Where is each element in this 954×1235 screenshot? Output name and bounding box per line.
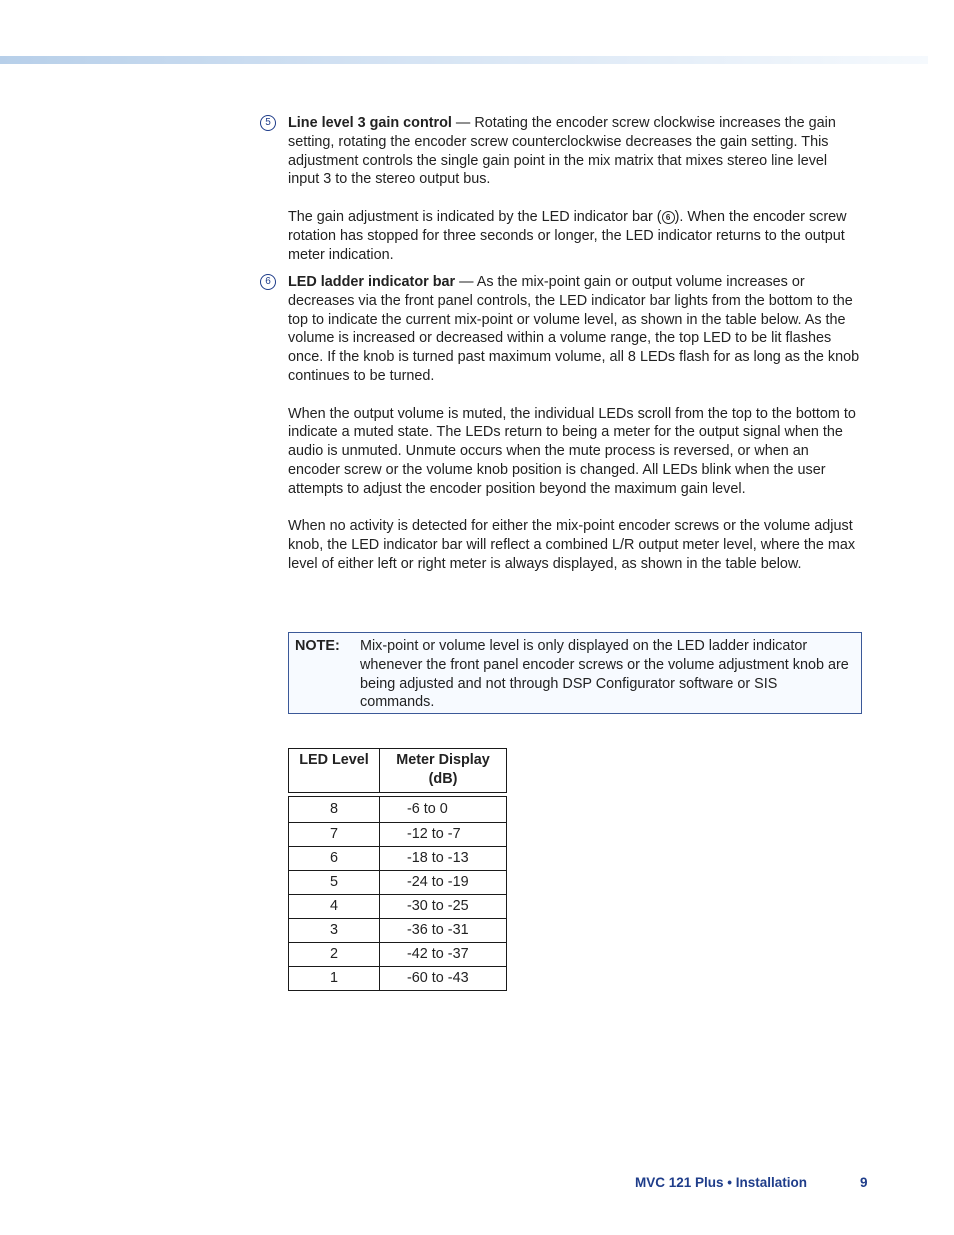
note-text: Mix-point or volume level is only displayed on the LED ladder indicator whenever the front panel encoder screws or the volume adjustment knob are being adjusted and not through DSP Configurator software or SIS commands. [360, 638, 849, 711]
table-row: 8 -6 to 0 [289, 796, 507, 822]
item-line-level-3-gain [265, 114, 862, 264]
table-row: 7 -12 to -7 [289, 822, 507, 846]
item6-paragraph-1 [288, 273, 862, 386]
note-label: NOTE: [295, 638, 340, 654]
table-row: 2 -42 to -37 [289, 942, 507, 966]
table-row: 5 -24 to -19 [289, 870, 507, 894]
table-row: 3 -36 to -31 [289, 918, 507, 942]
item6-text: — As the mix-point gain or output volume increases or decreases via the front panel controls, the LED indicator bar lights from the bottom to the top to indicate the current mix-point or volume level, as shown in the table below. As the volume is increased or decreased within a volume range, the top LED to be lit flashes once. If the knob is turned past maximum volume, all 8 LEDs flash for as long as the knob continues to be turned. [288, 274, 860, 384]
table-row: 6 -18 to -13 [289, 846, 507, 870]
item5-text: — Rotating the encoder screw clockwise increases the gain setting, rotating the encoder screw counterclockwise decreases the gain setting. This adjustment controls the single gain point in the mix matrix that mixes stereo line level input 3 to the stereo output bus. [288, 115, 836, 188]
footer-title: MVC 121 Plus • Installation [635, 1175, 808, 1190]
page-number: 9 [860, 1175, 868, 1190]
item5-title: Line level 3 gain control [288, 115, 452, 131]
item6-paragraph-2: When the output volume is muted, the individual LEDs scroll from the top to the bottom to indicate a muted state. The LEDs return to being a meter for the output signal when the audio is unmuted. Unmute occurs when the mute process is reversed, or when an encoder screw or the volume knob position is changed. All LEDs blink when the user attempts to adjust the encoder position beyond the maximum gain level. [288, 405, 856, 497]
callout-ref-6-icon: 6 [662, 211, 675, 224]
callout-number-6: 6 [260, 274, 276, 290]
item-led-ladder-indicator [265, 273, 862, 574]
header-gradient-bar [0, 56, 928, 64]
item5-paragraph-1 [288, 114, 862, 189]
item6-paragraph-3: When no activity is detected for either the mix-point encoder screws or the volume adjust knob, the LED indicator bar will reflect a combined L/R output meter level, where the max level of either left or right meter is always displayed, as shown in the table below. [288, 518, 856, 572]
table-header-row [289, 749, 507, 793]
led-level-table [288, 748, 507, 991]
header-meter-display: Meter Display (dB) [380, 749, 507, 793]
table-row: 1 -60 to -43 [289, 966, 507, 990]
callout-number-5: 5 [260, 115, 276, 131]
item5-paragraph-2: The gain adjustment is indicated by the LED indicator bar ( 6 ). When the encoder screw rotation has stopped for three seconds or longer, the LED indicator returns to the output meter indication. [288, 208, 847, 263]
table-row: 4 -30 to -25 [289, 894, 507, 918]
header-led-level: LED Level [289, 749, 380, 793]
note-box [288, 632, 862, 714]
item6-title: LED ladder indicator bar [288, 274, 456, 290]
